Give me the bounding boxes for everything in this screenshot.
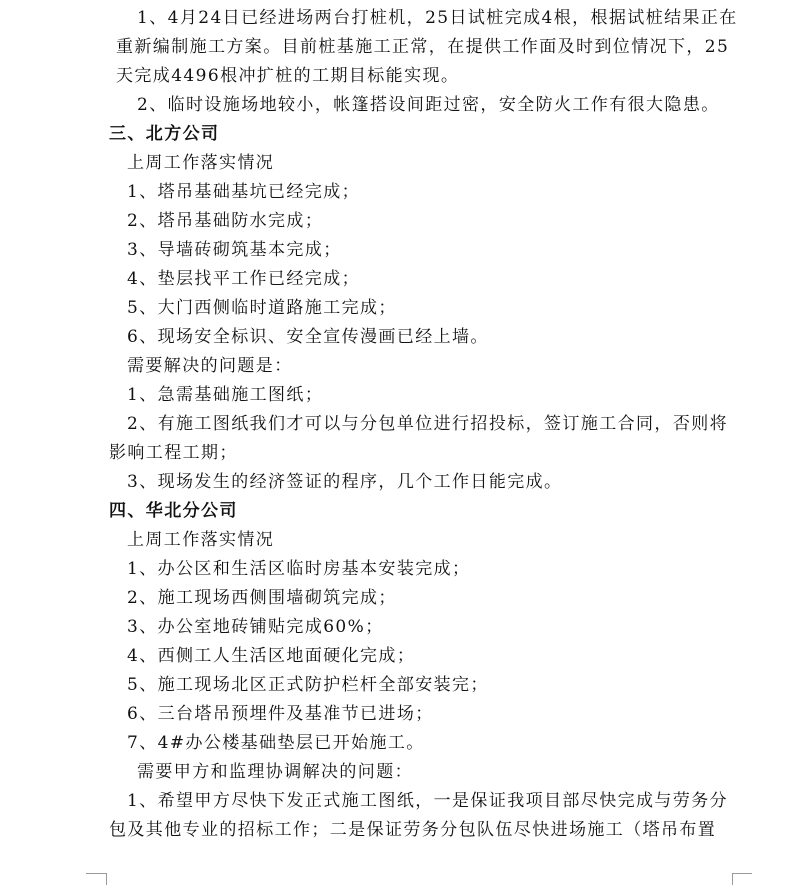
page-corner-mark-right-vertical bbox=[732, 873, 733, 885]
list-item: 2、塔吊基础防水完成； bbox=[127, 211, 324, 231]
list-item: 6、三台塔吊预埋件及基准节已进场； bbox=[127, 704, 434, 724]
list-item: 1、希望甲方尽快下发正式施工图纸，一是保证我项目部尽快完成与劳务分 bbox=[127, 791, 729, 811]
list-item: 3、导墙砖砌筑基本完成； bbox=[127, 240, 342, 260]
list-item: 1、急需基础施工图纸； bbox=[127, 385, 324, 405]
list-item: 1、办公区和生活区临时房基本安装完成； bbox=[127, 559, 471, 579]
subheading: 上周工作落实情况 bbox=[127, 530, 275, 550]
list-item: 6、现场安全标识、安全宣传漫画已经上墙。 bbox=[127, 327, 489, 347]
list-item: 3、办公室地砖铺贴完成60%； bbox=[127, 617, 384, 637]
section-heading-north-company: 三、北方公司 bbox=[109, 124, 220, 144]
list-item: 5、大门西侧临时道路施工完成； bbox=[127, 298, 397, 318]
list-item: 3、现场发生的经济签证的程序，几个工作日能完成。 bbox=[127, 472, 563, 492]
page-corner-mark-left bbox=[86, 873, 106, 884]
list-item: 4、垫层找平工作已经完成； bbox=[127, 269, 361, 289]
paragraph-line: 重新编制施工方案。目前桩基施工正常，在提供工作面及时到位情况下，25 bbox=[116, 37, 730, 57]
paragraph-line: 2、临时设施场地较小，帐篷搭设间距过密，安全防火工作有很大隐患。 bbox=[137, 95, 720, 115]
list-item: 7、4#办公楼基础垫层已开始施工。 bbox=[127, 733, 425, 753]
page-corner-mark-right bbox=[732, 873, 752, 884]
section-heading-north-china-branch: 四、华北分公司 bbox=[109, 501, 238, 521]
list-item-continuation: 包及其他专业的招标工作；二是保证劳务分包队伍尽快进场施工（塔吊布置 bbox=[109, 820, 717, 840]
list-item: 2、有施工图纸我们才可以与分包单位进行招投标，签订施工合同，否则将 bbox=[127, 414, 729, 434]
list-item-continuation: 影响工程工期； bbox=[109, 443, 238, 463]
page-corner-mark-left-vertical bbox=[106, 873, 107, 885]
list-item: 4、西侧工人生活区地面硬化完成； bbox=[127, 646, 416, 666]
subheading: 上周工作落实情况 bbox=[127, 153, 275, 173]
paragraph-line: 天完成4496根冲扩桩的工期目标能实现。 bbox=[116, 66, 460, 86]
subheading: 需要甲方和监理协调解决的问题： bbox=[137, 762, 413, 782]
subheading: 需要解决的问题是： bbox=[127, 356, 293, 376]
list-item: 1、塔吊基础基坑已经完成； bbox=[127, 182, 361, 202]
paragraph-line: 1、4月24日已经进场两台打桩机，25日试桩完成4根，根据试桩结果正在 bbox=[137, 8, 738, 28]
list-item: 2、施工现场西侧围墙砌筑完成； bbox=[127, 588, 397, 608]
list-item: 5、施工现场北区正式防护栏杆全部安装完； bbox=[127, 675, 489, 695]
